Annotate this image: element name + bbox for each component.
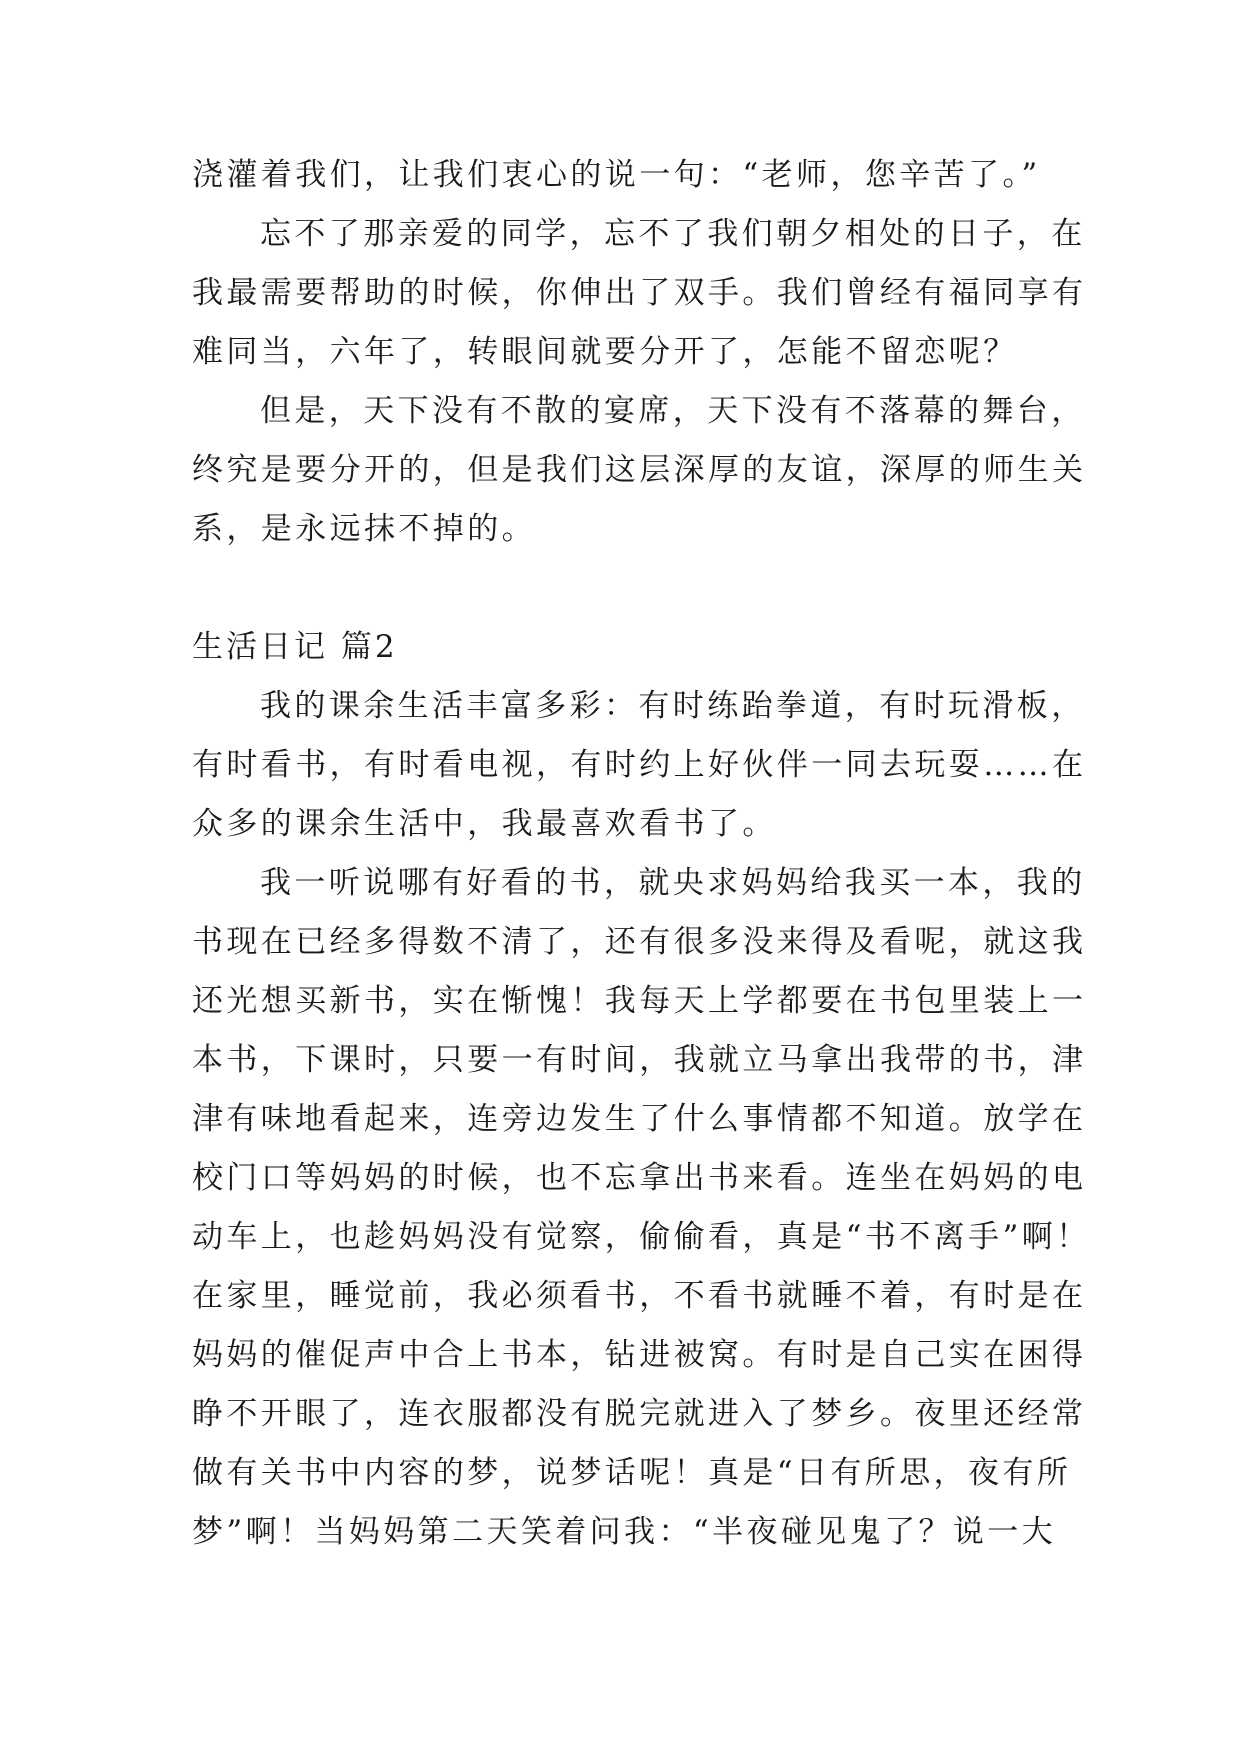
- text-line: 做有关书中内容的梦，说梦话呢！真是“日有所思，夜有所: [192, 1455, 1072, 1491]
- text-line: 津有味地看起来，连旁边发生了什么事情都不知道。放学在: [192, 1101, 1087, 1137]
- text-line: 我的课余生活丰富多彩：有时练跆拳道，有时玩滑板，: [260, 688, 1086, 724]
- text-line: 妈妈的催促声中合上书本，钻进被窝。有时是自己实在困得: [192, 1337, 1087, 1373]
- text-line: 终究是要分开的，但是我们这层深厚的友谊，深厚的师生关: [192, 452, 1087, 488]
- text-line: 我一听说哪有好看的书，就央求妈妈给我买一本，我的: [260, 865, 1086, 901]
- text-line: 我最需要帮助的时候，你伸出了双手。我们曾经有福同享有: [192, 275, 1087, 311]
- text-line: 睁不开眼了，连衣服都没有脱完就进入了梦乡。夜里还经常: [192, 1396, 1087, 1432]
- text-line: 在家里，睡觉前，我必须看书，不看书就睡不着，有时是在: [192, 1278, 1087, 1314]
- text-line: 但是，天下没有不散的宴席，天下没有不落幕的舞台，: [260, 393, 1086, 429]
- section-heading: 生活日记 篇2: [192, 629, 398, 665]
- text-line: 动车上，也趁妈妈没有觉察，偷偷看，真是“书不离手”啊！: [192, 1219, 1091, 1255]
- text-line: 有时看书，有时看电视，有时约上好伙伴一同去玩耍……在: [192, 747, 1087, 783]
- text-line: 难同当，六年了，转眼间就要分开了，怎能不留恋呢？: [192, 334, 1018, 370]
- text-line: 忘不了那亲爱的同学，忘不了我们朝夕相处的日子，在: [260, 216, 1086, 252]
- text-line: 书现在已经多得数不清了，还有很多没来得及看呢，就这我: [192, 924, 1087, 960]
- text-line: 梦”啊！当妈妈第二天笑着问我：“半夜碰见鬼了？说一大: [192, 1514, 1057, 1550]
- section-1: [192, 146, 1087, 559]
- text-line: 众多的课余生活中，我最喜欢看书了。: [192, 806, 777, 842]
- text-line: 校门口等妈妈的时候，也不忘拿出书来看。连坐在妈妈的电: [192, 1160, 1087, 1196]
- text-line: 系，是永远抹不掉的。: [192, 511, 536, 547]
- section-2: [192, 618, 1091, 1562]
- text-line: 本书，下课时，只要一有时间，我就立马拿出我带的书，津: [192, 1042, 1087, 1078]
- text-line: 还光想买新书，实在惭愧！我每天上学都要在书包里装上一: [192, 983, 1087, 1019]
- text-line: 浇灌着我们，让我们衷心的说一句：“老师，您辛苦了。”: [192, 157, 1041, 193]
